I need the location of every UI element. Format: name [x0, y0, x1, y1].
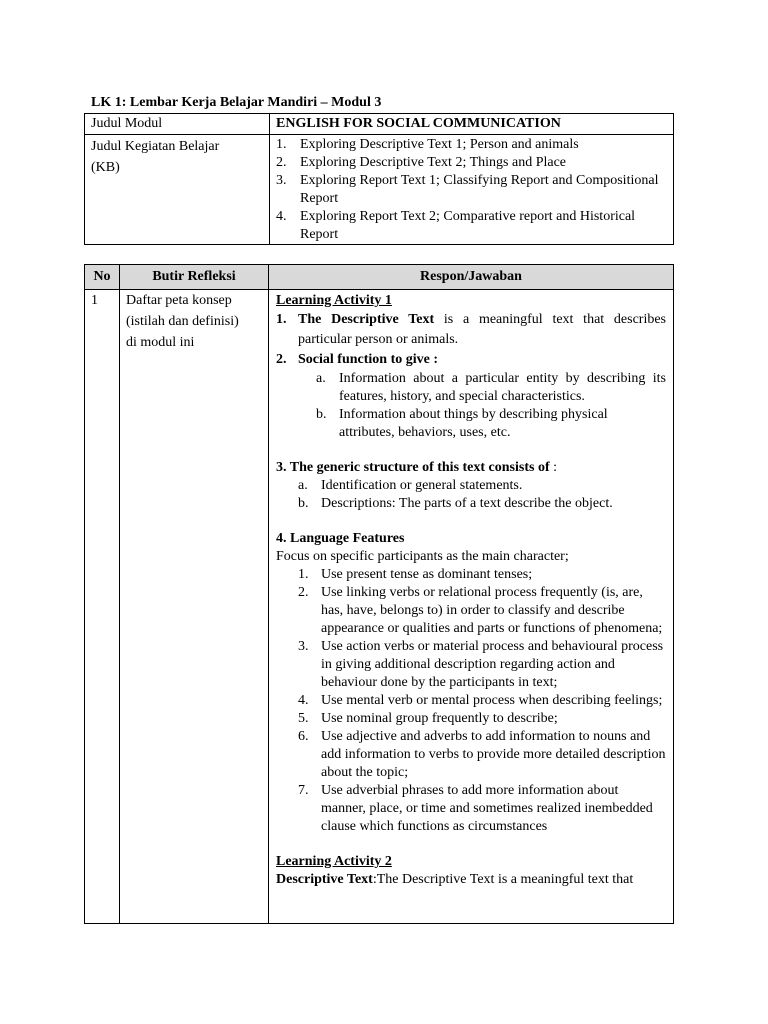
list-number: 6.	[298, 729, 309, 744]
list-number: 2.	[298, 585, 309, 600]
list-text: Exploring Descriptive Text 2; Things and Place	[300, 155, 567, 170]
document-title: LK 1: Lembar Kerja Belajar Mandiri – Modul 3	[91, 95, 382, 110]
judul-kb-label-line: Judul Kegiatan Belajar	[91, 139, 220, 154]
judul-modul-label: Judul Modul	[85, 114, 270, 135]
list-item	[298, 710, 666, 728]
list-text: Use mental verb or mental process when describing feelings;	[321, 693, 663, 708]
list-item	[276, 136, 667, 154]
term-descriptive-text: Descriptive Text	[276, 872, 373, 887]
list-item	[276, 310, 666, 350]
list-item	[298, 692, 666, 710]
butir-line: di modul ini	[126, 335, 195, 350]
kb-list	[276, 136, 667, 244]
term-social-function: Social function to give :	[298, 352, 438, 367]
list-text: Use adjective and adverbs to add information to nouns and add information to verbs to provide more detailed description about the topic;	[321, 729, 666, 780]
structure-title: 3. The generic structure of this text consists of	[276, 460, 550, 475]
table-header-row	[85, 265, 674, 290]
list-number: 2.	[276, 155, 287, 170]
list-item	[298, 638, 666, 692]
definition-text: :The Descriptive Text is a meaningful text that	[372, 872, 634, 887]
list-item	[316, 370, 666, 406]
response-cell	[269, 290, 674, 924]
list-text: Descriptions: The parts of a text describe the object.	[321, 496, 613, 511]
list-letter: b.	[298, 496, 309, 511]
list-item	[298, 566, 666, 584]
list-number: 3.	[276, 173, 287, 188]
list-item	[276, 350, 666, 370]
table-row	[85, 290, 674, 924]
list-item	[298, 477, 666, 495]
list-item	[316, 406, 666, 442]
list-text: Information about things by describing physical attributes, behaviors, uses, etc.	[339, 407, 608, 440]
learning-activity-1-title: Learning Activity 1	[276, 293, 392, 308]
term-descriptive-text: The Descriptive Text	[298, 312, 435, 327]
list-number: 4.	[298, 693, 309, 708]
header-butir-refleksi: Butir Refleksi	[120, 265, 269, 290]
kb-list-cell	[270, 135, 674, 245]
descriptive-list	[276, 310, 666, 370]
list-item	[298, 782, 666, 836]
list-text: Use present tense as dominant tenses;	[321, 567, 533, 582]
table-row	[85, 135, 674, 245]
list-number: 2.	[276, 352, 287, 367]
list-item	[276, 172, 667, 208]
list-letter: a.	[316, 371, 326, 386]
language-features-intro: Focus on specific participants as the main character;	[276, 549, 569, 564]
reflection-table	[84, 264, 674, 924]
social-function-list	[276, 370, 666, 442]
judul-kb-label	[85, 135, 270, 245]
generic-structure-heading	[276, 459, 666, 477]
list-number: 1.	[298, 567, 309, 582]
list-letter: b.	[316, 407, 327, 422]
list-number: 7.	[298, 783, 309, 798]
butir-cell	[120, 290, 269, 924]
structure-colon: :	[549, 460, 557, 475]
list-number: 1.	[276, 312, 287, 327]
learning-activity-2-text	[276, 871, 666, 889]
list-text: Exploring Report Text 2; Comparative report and Historical Report	[300, 209, 636, 242]
list-item	[298, 495, 666, 513]
list-item	[276, 208, 667, 244]
module-info-table	[84, 113, 674, 245]
list-text: Identification or general statements.	[321, 478, 523, 493]
list-text: Exploring Report Text 1; Classifying Report and Compositional Report	[300, 173, 659, 206]
language-features-heading: 4. Language Features	[276, 531, 405, 546]
list-number: 4.	[276, 209, 287, 224]
judul-modul-value: ENGLISH FOR SOCIAL COMMUNICATION	[270, 114, 674, 135]
spacer	[276, 442, 666, 459]
header-no: No	[85, 265, 120, 290]
list-text: Use nominal group frequently to describe;	[321, 711, 558, 726]
list-text: Use action verbs or material process and behavioural process in giving additional description regarding action and behaviour done by the participants in text;	[321, 639, 664, 690]
header-respon-jawaban: Respon/Jawaban	[269, 265, 674, 290]
list-text: Use linking verbs or relational process frequently (is, are, has, have, belongs to) in order to classify and describe appearance or qualities and parts or functions of phenomena;	[321, 585, 663, 636]
butir-line: Daftar peta konsep	[126, 293, 232, 308]
list-number: 5.	[298, 711, 309, 726]
judul-kb-label-line: (KB)	[91, 160, 120, 175]
spacer	[276, 513, 666, 530]
structure-list	[276, 477, 666, 513]
row-number: 1	[85, 290, 120, 924]
learning-activity-2-title: Learning Activity 2	[276, 854, 392, 869]
list-text: Use adverbial phrases to add more information about manner, place, or time and sometimes realized inembedded clause which functions as circumstances	[321, 783, 653, 834]
table-row	[85, 114, 674, 135]
list-text: Exploring Descriptive Text 1; Person and animals	[300, 137, 579, 152]
list-letter: a.	[298, 478, 308, 493]
list-item	[298, 728, 666, 782]
list-number: 3.	[298, 639, 309, 654]
list-item	[298, 584, 666, 638]
spacer	[276, 836, 666, 853]
list-item	[276, 154, 667, 172]
language-features-list	[276, 566, 666, 836]
list-number: 1.	[276, 137, 287, 152]
list-text: Information about a particular entity by describing its features, history, and special characteristics.	[339, 371, 666, 404]
definition-text: is a meaningful text that describes particular person or animals.	[298, 312, 667, 347]
butir-line: (istilah dan definisi)	[126, 314, 239, 329]
